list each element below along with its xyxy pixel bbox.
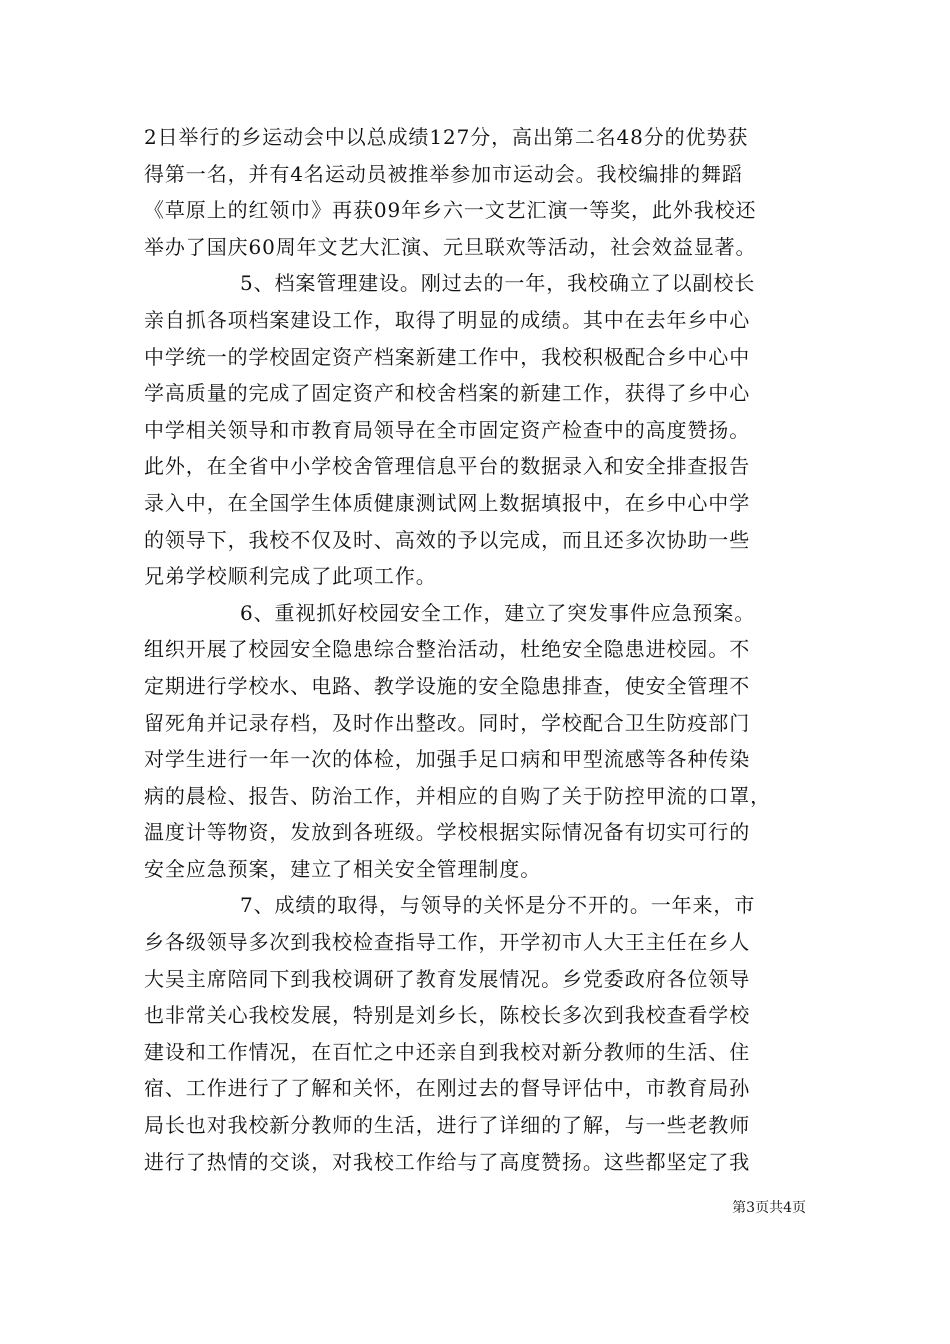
- body-line: 温度计等物资，发放到各班级。学校根据实际情况备有切实可行的: [144, 820, 751, 845]
- body-line: 大吴主席陪同下到我校调研了教育发展情况。乡党委政府各位领导: [144, 966, 751, 991]
- document-body: [144, 119, 816, 1180]
- body-line: 病的晨检、报告、防治工作，并相应的自购了关于防控甲流的口罩，: [144, 783, 771, 808]
- body-line: 得第一名，并有4名运动员被推举参加市运动会。我校编排的舞蹈: [144, 161, 743, 186]
- body-line: 宿、工作进行了了解和关怀，在刚过去的督导评估中，市教育局孙: [144, 1076, 751, 1101]
- body-line: 安全应急预案，建立了相关安全管理制度。: [144, 856, 542, 881]
- section-6-heading-line: 6、重视抓好校园安全工作，建立了突发事件应急预案。: [240, 600, 756, 625]
- body-line: 建设和工作情况，在百忙之中还亲自到我校对新分教师的生活、住: [144, 1039, 751, 1064]
- body-line: 中学统一的学校固定资产档案新建工作中，我校积极配合乡中心中: [144, 344, 751, 369]
- body-line: 对学生进行一年一次的体检，加强手足口病和甲型流感等各种传染: [144, 747, 751, 772]
- body-line: 定期进行学校水、电路、教学设施的安全隐患排查，使安全管理不: [144, 673, 751, 698]
- body-line: 组织开展了校园安全隐患综合整治活动，杜绝安全隐患进校园。不: [144, 637, 751, 662]
- body-line: 留死角并记录存档，及时作出整改。同时，学校配合卫生防疫部门: [144, 710, 751, 735]
- section-7-heading-line: 7、成绩的取得，与领导的关怀是分不开的。一年来，市: [240, 893, 756, 918]
- body-line: 此外，在全省中小学校舍管理信息平台的数据录入和安全排查报告: [144, 454, 751, 479]
- body-line: 《草原上的红领巾》再获09年乡六一文艺汇演一等奖，此外我校还: [144, 198, 757, 223]
- body-line: 进行了热情的交谈，对我校工作给与了高度赞扬。这些都坚定了我: [144, 1149, 751, 1174]
- body-line: 举办了国庆60周年文艺大汇演、元旦联欢等活动，社会效益显著。: [144, 234, 757, 259]
- body-line: 录入中，在全国学生体质健康测试网上数据填报中，在乡中心中学: [144, 490, 751, 515]
- body-line: 的领导下，我校不仅及时、高效的予以完成，而且还多次协助一些: [144, 527, 751, 552]
- section-5-heading-line: 5、档案管理建设。刚过去的一年，我校确立了以副校长: [240, 271, 756, 296]
- body-line: 局长也对我校新分教师的生活，进行了详细的了解，与一些老教师: [144, 1113, 751, 1138]
- body-line: 乡各级领导多次到我校检查指导工作，开学初市人大王主任在乡人: [144, 930, 751, 955]
- body-line: 学高质量的完成了固定资产和校舍档案的新建工作，获得了乡中心: [144, 381, 751, 406]
- body-line: 2日举行的乡运动会中以总成绩127分，高出第二名48分的优势获: [144, 125, 749, 149]
- body-line: 也非常关心我校发展，特别是刘乡长，陈校长多次到我校查看学校: [144, 1003, 751, 1028]
- body-line: 中学相关领导和市教育局领导在全市固定资产检查中的高度赞扬。: [144, 417, 751, 442]
- body-line: 兄弟学校顺利完成了此项工作。: [144, 564, 437, 589]
- page-number-footer: 第3页共4页: [732, 1200, 806, 1216]
- body-line: 亲自抓各项档案建设工作，取得了明显的成绩。其中在去年乡中心: [144, 307, 751, 332]
